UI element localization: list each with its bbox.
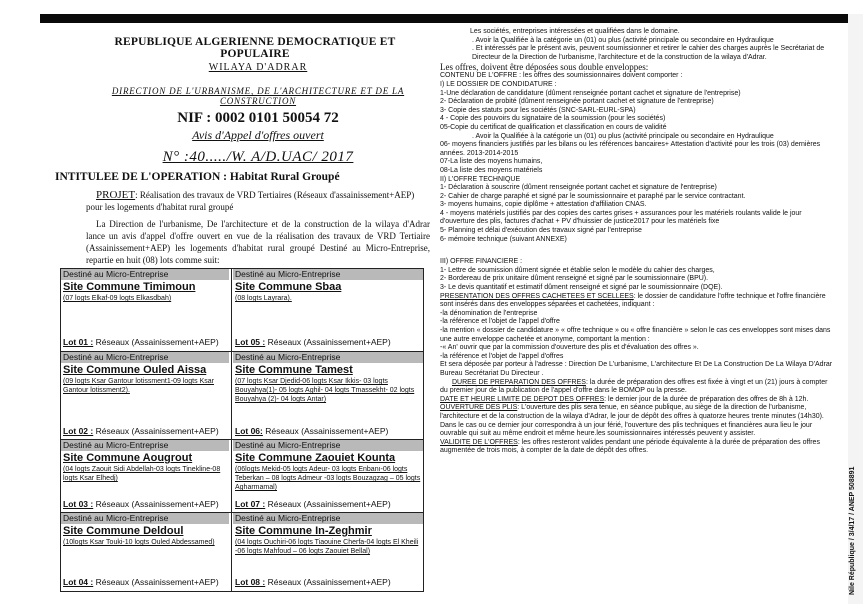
- projet-text: : Réalisation des travaux de VRD Tertiaires (Réseaux d'assainissement+AEP) pour les logements d'habitat rural groupé: [86, 190, 415, 212]
- site-title: Site Commune Sbaa: [235, 281, 342, 293]
- address-paragraph: Et sera déposée par porteur à l'adresse : Direction De L'urbanisme, L'architecture Et De La Construction De La Wilaya D'Adrar Bureau Secrétariat Du Directeur .: [440, 361, 833, 377]
- offer-content-line: CONTENU DE L'OFFRE : les offres des soumissionnaires doivent comporter :: [440, 72, 683, 80]
- top-border-bar: [40, 14, 848, 23]
- intro-paragraph: La Direction de l'urbanisme, De l'architecture et de la construction de la wilaya d'Adrar lance un avis d'appel d'offre ouvert en vue de la réalisation des travaux de VRD Tertiaire (Assainissement+AEP) les logements d'habitat rural groupé Destiné au Micro-Entreprise, repartie en huit (08) lots comme suit:: [86, 219, 430, 265]
- opening-heading: OUVERTURE DES PLIS: [440, 404, 518, 412]
- wilaya-heading: WILAYA D'ADRAR: [208, 62, 308, 73]
- lot-line: [61, 426, 219, 436]
- lot-description: Réseaux (Assainissement+AEP): [95, 337, 219, 347]
- requirement-line: 6- mémoire technique (suivant ANNEXE): [440, 235, 567, 243]
- logts-details: (07 logts Ksar Djedid-06 logts Ksar Ikkis- 03 logts Bouyahya(1)- 05 logts Aghil- 04 logts Tmassekht- 02 logts Bouyahya (2)- 04 logts Antar): [235, 378, 415, 403]
- requirement-line: 2- Bordereau de prix unitaire dûment renseigné et signé par le soumissionnaire (BPU).: [440, 275, 709, 283]
- lot-number: Lot 01 :: [63, 337, 94, 347]
- deadline-paragraph: [440, 396, 836, 405]
- logts-details: (09 logts Ksar Gantour lotissment1-09 logts Ksar Gantour lotissment2).: [63, 378, 214, 394]
- table-divider: [231, 269, 232, 591]
- side-note: [838, 395, 856, 595]
- requirement-line: . Avoir la Qualifiée à la catégorie un (01) ou plus (activité principale ou secondaire en Hydraulique: [472, 132, 774, 140]
- requirement-line: 1- Lettre de soumission dûment signée et établie selon le modèle du cahier des charges,: [440, 266, 715, 274]
- opening-text: : L'ouverture des plis sera tenue, en séance publique, au siège de la direction de l'urbanisme, l'architecture et de la construction de la wilaya d'Adrar, le jour de dépôt des offres à quatorze heures trente minutes (14h30). Dans le cas ou ce dernier jour correspondra à un jour férié, l'ouverture des plis techniques et financières aura lieu le jour ouvrable qui suit au même endroit et même heure.les soumissionnaires intéressés peuvent y assister.: [440, 404, 824, 438]
- lot-cell: [61, 513, 229, 591]
- right-column: [440, 28, 836, 598]
- lot-description: Réseaux (Assainissement+AEP): [267, 337, 391, 347]
- lot-cell: [233, 513, 423, 591]
- duration-text: : la durée de préparation des offres est fixée à vingt et un (21) jours à compter du premier jour de la publication de l'appel d'offre dans le BOMOP ou la presse.: [440, 378, 828, 395]
- section-heading: III) OFFRE FINANCIERE :: [440, 258, 523, 266]
- presentation-paragraph: [440, 293, 836, 310]
- destine-label: Destiné au Micro-Entreprise: [61, 269, 229, 280]
- lots-table: [60, 268, 424, 592]
- requirement-line: 05-Copie du certificat de qualification et classification en cours de validité: [440, 123, 667, 131]
- lot-number: Lot 08 :: [235, 577, 266, 587]
- requirement-line: 3- moyens humains, copie diplôme + attestation d'affiliation CNAS.: [440, 201, 647, 209]
- lot-line: [233, 577, 391, 587]
- lot-number: Lot 06:: [235, 426, 263, 436]
- lot-cell: [233, 440, 423, 512]
- deadline-heading: DATE ET HEURE LIMITE DE DEPOT DES OFFRES: [440, 395, 605, 403]
- lot-line: [233, 426, 388, 436]
- requirement-line: 1- Déclaration à souscrire (dûment renseignée portant cachet et signature de l'entreprise): [440, 184, 717, 192]
- site-title: Site Commune Deldoul: [63, 525, 184, 537]
- side-note-text: Nile République / 3/4/17 / ANEP 508891: [849, 466, 856, 595]
- eligibility-line: . Avoir la Qualifiée à la catégorie un (01) ou plus (activité principale ou secondaire en Hydraulique: [472, 36, 774, 44]
- section-heading: II) L'OFFRE TECHNIQUE: [440, 175, 521, 183]
- destine-label: Destiné au Micro-Entreprise: [61, 352, 229, 363]
- destine-label: Destiné au Micro-Entreprise: [61, 513, 229, 524]
- presentation-heading: PRESENTATION DES OFFRES CACHETEES ET SCELLEES: [440, 292, 634, 300]
- lot-cell: [61, 440, 229, 512]
- requirement-line: -la référence et l'objet de l'appel d'offres: [440, 352, 564, 360]
- avis-title: Avis d'Appel d'offres ouvert: [192, 128, 324, 142]
- destine-label: Destiné au Micro-Entreprise: [233, 513, 423, 524]
- reference-number: N° :40...../W. A/D.UAC/ 2017: [162, 149, 354, 165]
- projet-paragraph: [86, 189, 430, 213]
- lot-line: [61, 577, 219, 587]
- requirement-line: 4 - Copie des pouvoirs du signataire de la soumission (pour les sociétés): [440, 115, 666, 123]
- operation-title: INTITULEE DE L'OPERATION : Habitat Rural Groupé: [55, 171, 340, 183]
- destine-label: Destiné au Micro-Entreprise: [233, 352, 423, 363]
- requirement-line: 2- Déclaration de probité (dûment renseignée portant cachet et signature de l'entreprise): [440, 98, 714, 106]
- requirement-line: 08-La liste des moyens matériels: [440, 166, 543, 174]
- eligibility-line: . Et intéressés par le présent avis, peuvent soumissionner et retirer le cahier des charges auprès le Secrétariat de Directeur de la Direction de l'urbanisme, l'architecture et de la construction de la wilaya d'Adrar.: [472, 45, 825, 61]
- section-heading: I) LE DOSSIER DE CONDIDATURE :: [440, 80, 557, 88]
- lot-number: Lot 02 :: [63, 426, 94, 436]
- requirement-line: -la dénomination de l'entreprise: [440, 309, 538, 317]
- requirement-line: -la mention « dossier de candidature » « offre technique » ou « offre financière » selon le cas ces enveloppes sont mises dans une autre enveloppe cachetée et anonyme, comportant la mention :: [440, 327, 831, 343]
- requirement-line: 3- Copie des statuts pour les sociétés (SNC-SARL-EURL-SPA): [440, 106, 636, 114]
- presentation-text: : le dossier de candidature l'offre technique et l'offre financière sont insérés dans des enveloppes séparées et cachetées, indiquant :: [440, 292, 826, 309]
- direction-heading: DIRECTION DE L'URBANISME, DE L'ARCHITECTURE ET DE LA CONSTRUCTION: [111, 86, 405, 106]
- lot-description: Réseaux (Assainissement+AEP): [267, 577, 391, 587]
- requirement-line: 2- Cahier de charge paraphé et signé par le soumissionnaire et paraphé par le service contractant.: [440, 192, 746, 200]
- lot-description: Réseaux (Assainissement+AEP): [265, 426, 389, 436]
- logts-details: (10logts Ksar Touki-10 logts Ouled Abdessamed): [63, 539, 215, 546]
- requirement-line: 07-La liste des moyens humains,: [440, 158, 543, 166]
- site-title: Site Commune Tamest: [235, 364, 353, 376]
- site-title: Site Commune In-Zeghmir: [235, 525, 372, 537]
- lot-line: [233, 499, 391, 509]
- logts-details: (07 logts Elkaf-09 logts Elkasdbah): [63, 295, 172, 302]
- lot-cell: [61, 352, 229, 439]
- duration-paragraph: [440, 379, 836, 396]
- lot-line: [61, 499, 219, 509]
- lot-description: Réseaux (Assainissement+AEP): [95, 426, 219, 436]
- lot-line: [233, 337, 391, 347]
- projet-label: PROJET: [96, 189, 136, 201]
- site-title: Site Commune Zaouiet Kounta: [235, 452, 396, 464]
- lot-number: Lot 03 :: [63, 499, 94, 509]
- requirement-line: 06- moyens financiers justifiés par les bilans ou les références bancaires+ Attestation d'activité pour les trois (03) dernières années. 2013-2014-2015: [440, 141, 821, 157]
- validity-paragraph: [440, 439, 836, 456]
- requirement-line: 1-Une déclaration de candidature (dûment renseignée portant cachet et signature de l'entreprise): [440, 89, 741, 97]
- site-title: Site Commune Ouled Aissa: [63, 364, 207, 376]
- deadline-text: : le dernier jour de la durée de préparation des offres de 8h à 12h.: [604, 395, 809, 403]
- lot-description: Réseaux (Assainissement+AEP): [95, 577, 219, 587]
- lot-description: Réseaux (Assainissement+AEP): [267, 499, 391, 509]
- logts-details: (04 logts Ouchiri-06 logts Tiaouine Cherfa-04 logts El Kheili -06 logts Mahfoud – 06 logts Zaouiet Bellal): [235, 539, 419, 555]
- offers-heading: Les offres, doivent être déposées sous double enveloppes:: [440, 62, 649, 73]
- logts-details: (08 logts Layrara).: [235, 295, 292, 302]
- lot-cell: [233, 352, 423, 439]
- republic-heading: REPUBLIQUE ALGERIENNE DEMOCRATIQUE ET POPULAIRE: [114, 36, 396, 60]
- destine-label: Destiné au Micro-Entreprise: [61, 440, 229, 451]
- requirement-line: 3- Le devis quantitatif et estimatif dûment renseigné et signé par le soumissionnaire (DQE).: [440, 284, 723, 292]
- requirement-line: 5- Planning et délai d'exécution des travaux signé par l'entreprise: [440, 227, 642, 235]
- logts-details: (04 logts Zaouit Sidi Abdellah-03 logts Tinekline-08 logts Ksar Elhedj): [63, 466, 221, 482]
- lot-number: Lot 04 :: [63, 577, 94, 587]
- site-title: Site Commune Aougrout: [63, 452, 193, 464]
- opening-paragraph: [440, 404, 836, 438]
- destine-label: Destiné au Micro-Entreprise: [233, 440, 423, 451]
- lot-cell: [61, 269, 229, 351]
- eligibility-line: Les sociétés, entreprises intéressées et qualifiées dans le domaine.: [470, 28, 680, 35]
- lot-cell: [233, 269, 423, 351]
- duration-heading: DUREE DE PREPARATION DES OFFRES: [452, 378, 586, 386]
- requirement-line: -« An' ouvrir que par la commission d'ouverture des plis et d'évaluation des offres ».: [440, 344, 699, 352]
- logts-details: (06logts Mekid-05 logts Adeur- 03 logts Enbanı-06 logts Teberkan – 08 logts Admeur -03 logts Bouzagzag – 05 logts Agharmamal): [235, 466, 421, 491]
- nif-number: NIF : 0002 0101 50054 72: [177, 110, 339, 126]
- site-title: Site Commune Timimoun: [63, 281, 196, 293]
- lot-line: [61, 337, 219, 347]
- validity-heading: VALIDITE DE L'OFFRES: [440, 438, 518, 446]
- destine-label: Destiné au Micro-Entreprise: [233, 269, 423, 280]
- validity-text: : les offres resteront valides pendant une période équivalente à la durée de préparation des offres augmentée de trois mois, à compter de la date de dépôt des offres.: [440, 438, 820, 455]
- lot-description: Réseaux (Assainissement+AEP): [95, 499, 219, 509]
- requirement-line: 4 - moyens matériels justifiés par des copies des cartes grises + assurances pour les matériels roulants valide le jour d'ouverture des plis, factures d'achat + PV d'huissier de justice2017 pour les matériels fixe: [440, 209, 802, 226]
- lot-number: Lot 07 :: [235, 499, 266, 509]
- requirement-line: -la référence et l'objet de l'appel d'offre: [440, 318, 560, 326]
- lot-number: Lot 05 :: [235, 337, 266, 347]
